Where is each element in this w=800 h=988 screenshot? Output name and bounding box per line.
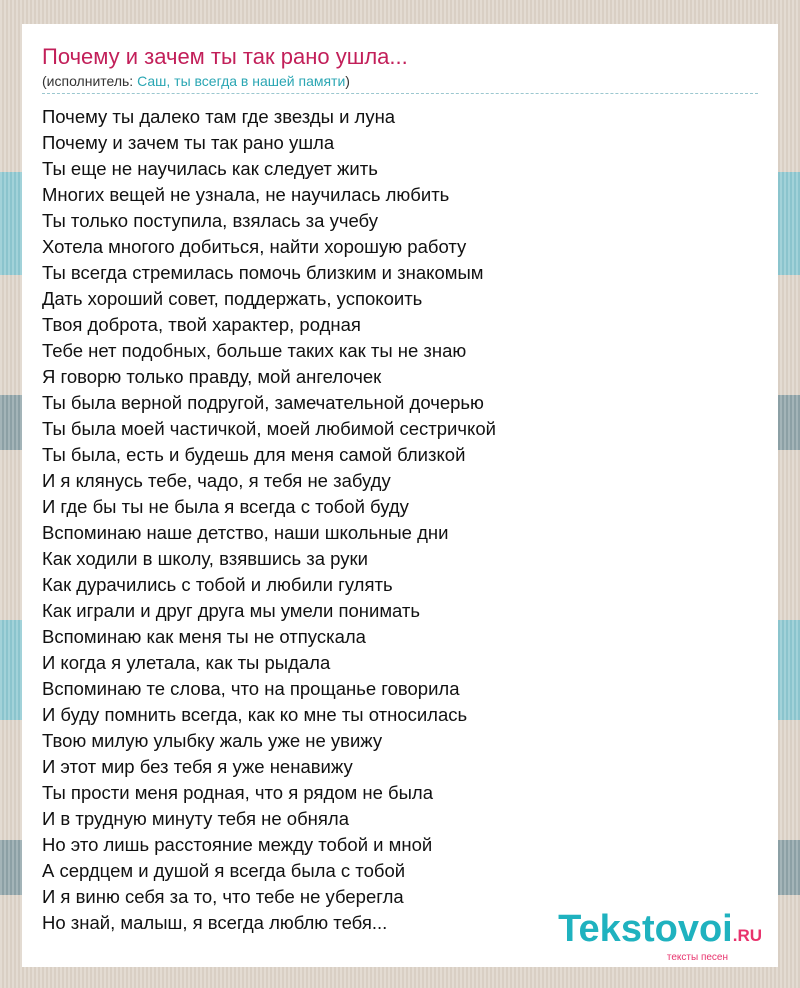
lyric-line: Как ходили в школу, взявшись за руки [42, 548, 368, 569]
lyric-line: Как дурачились с тобой и любили гулять [42, 574, 393, 595]
lyric-line: Дать хороший совет, поддержать, успокоить [42, 288, 423, 309]
lyric-line: И я клянусь тебе, чадо, я тебя не забуду [42, 470, 391, 491]
song-meta [42, 73, 758, 90]
logo-name: Tekstovoi [558, 908, 733, 950]
artist-prefix: (исполнитель: [42, 73, 138, 89]
lyric-line: Я говорю только правду, мой ангелочек [42, 366, 382, 387]
divider [42, 93, 758, 94]
lyric-line: Ты только поступила, взялась за учебу [42, 210, 378, 231]
lyric-line: Но знай, малыш, я всегда люблю тебя... [42, 912, 388, 933]
lyrics-body [42, 104, 758, 936]
lyric-line: Вспоминаю те слова, что на прощанье говорила [42, 678, 460, 699]
lyric-line: Ты была моей частичкой, моей любимой сестричкой [42, 418, 496, 439]
lyric-line: Почему и зачем ты так рано ушла [42, 132, 335, 153]
lyric-line: Ты была, есть и будешь для меня самой близкой [42, 444, 466, 465]
logo-wordmark [558, 909, 762, 956]
lyric-line: Почему ты далеко там где звезды и луна [42, 106, 396, 127]
site-logo[interactable] [558, 909, 762, 963]
logo-tagline: тексты песен [666, 952, 728, 963]
lyric-line: Ты всегда стремилась помочь близким и знакомым [42, 262, 484, 283]
lyric-line: И когда я улетала, как ты рыдала [42, 652, 331, 673]
lyric-line: Вспоминаю как меня ты не отпускала [42, 626, 366, 647]
lyric-line: И этот мир без тебя я уже ненавижу [42, 756, 353, 777]
lyric-line: И в трудную минуту тебя не обняла [42, 808, 350, 829]
lyric-line: Ты была верной подругой, замечательной дочерью [42, 392, 484, 413]
lyric-line: Но это лишь расстояние между тобой и мной [42, 834, 433, 855]
lyric-line: И буду помнить всегда, как ко мне ты относилась [42, 704, 468, 725]
lyric-line: Тебе нет подобных, больше таких как ты не знаю [42, 340, 467, 361]
artist-link[interactable]: Саш, ты всегда в нашей памяти [137, 73, 346, 89]
lyric-line: Ты еще не научилась как следует жить [42, 158, 378, 179]
lyric-line: Многих вещей не узнала, не научилась любить [42, 184, 450, 205]
lyrics-card [22, 24, 778, 967]
lyric-line: Хотела многого добиться, найти хорошую работу [42, 236, 467, 257]
lyric-line: Как играли и друг друга мы умели понимать [42, 600, 421, 621]
lyric-line: Твоя доброта, твой характер, родная [42, 314, 361, 335]
lyric-line: А сердцем и душой я всегда была с тобой [42, 860, 406, 881]
logo-tld: .RU [732, 926, 762, 945]
song-title: Почему и зачем ты так рано ушла... [42, 44, 408, 69]
lyric-line: Твою милую улыбку жаль уже не увижу [42, 730, 383, 751]
artist-suffix: ) [345, 73, 350, 89]
lyric-line: Ты прости меня родная, что я рядом не была [42, 782, 434, 803]
lyric-line: И где бы ты не была я всегда с тобой буду [42, 496, 409, 517]
lyric-line: Вспоминаю наше детство, наши школьные дни [42, 522, 449, 543]
lyric-line: И я виню себя за то, что тебе не уберегла [42, 886, 404, 907]
